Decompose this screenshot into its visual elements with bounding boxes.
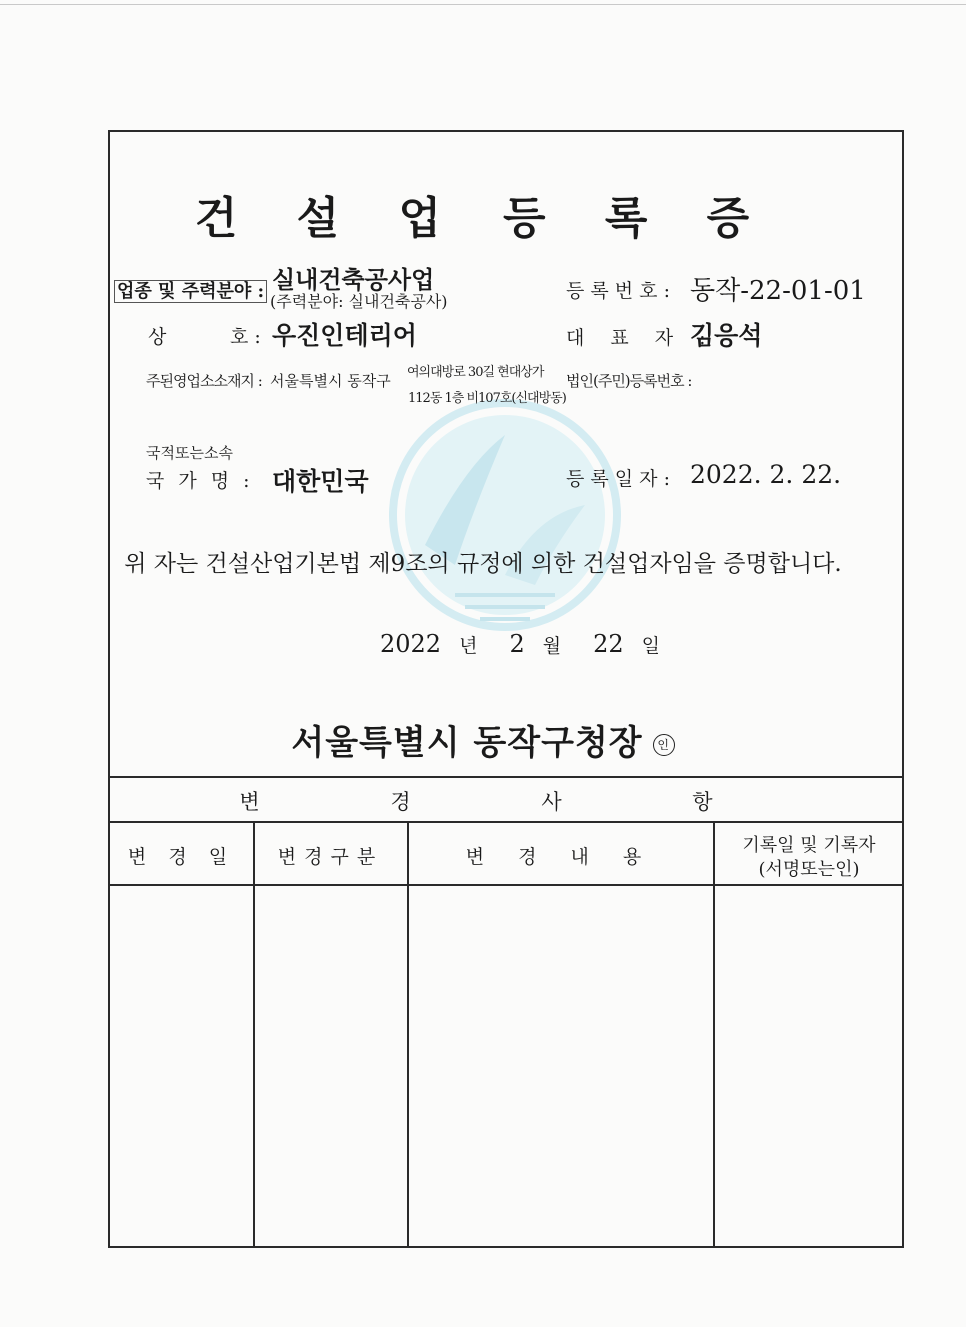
- company-label-1: 상: [148, 326, 167, 348]
- table-header-line: [110, 884, 904, 886]
- col-header-recorder-line1: 기록일 및 기록자: [742, 835, 876, 856]
- nationality-label-2: 국 가 명 :: [146, 470, 254, 492]
- col-header-recorder-line2: (서명또는인): [758, 859, 860, 880]
- year-unit: 년: [459, 635, 478, 657]
- seal-stamp-icon: 인: [653, 734, 675, 756]
- col-header-change-content: 변 경 내 용: [465, 846, 656, 868]
- col-header-recorder: [714, 834, 904, 882]
- table-col-divider-1: [253, 821, 255, 1248]
- issue-month: 2: [509, 630, 525, 658]
- table-col-divider-2: [407, 821, 409, 1248]
- issuer: [0, 715, 966, 764]
- nationality-value: 대한민국: [272, 467, 369, 496]
- business-type-value: 실내건축공사업: [272, 265, 435, 294]
- document-title: [0, 182, 966, 246]
- month-unit: 월: [542, 635, 562, 657]
- title-part-2: 등 록 증: [503, 193, 772, 244]
- address-value-1: 서울특별시 동작구: [270, 372, 391, 390]
- address-value-2: 여의대방로 30길 현대상가: [407, 365, 544, 380]
- reg-no-label: 등 록 번 호 :: [566, 280, 670, 302]
- reg-date-label: 등 록 일 자 :: [566, 468, 670, 490]
- col-header-change-date: 변 경 일: [127, 846, 236, 868]
- reg-date-value: 2022. 2. 22.: [690, 460, 842, 489]
- rep-label: 대 표 자 :: [566, 327, 716, 349]
- issue-day: 22: [593, 630, 624, 658]
- corp-no-label: 법인(주민)등록번호 :: [566, 372, 692, 390]
- issuer-name: 서울특별시 동작구청장: [291, 723, 643, 763]
- issue-year: 2022: [380, 630, 442, 658]
- col-header-change-type: 변경구분: [277, 846, 384, 868]
- title-part-1: 건 설 업: [194, 193, 463, 244]
- address-value-3: 112동 1층 비107호(신대방동): [408, 391, 566, 406]
- business-type-label: 업종 및 주력분야 :: [114, 277, 267, 303]
- rep-value: 김응석: [690, 321, 763, 350]
- issue-date: [380, 630, 660, 658]
- table-top-line: [110, 776, 904, 778]
- scan-top-line: [0, 4, 966, 5]
- changes-table-title: 변 경 사 항: [239, 790, 775, 814]
- certification-statement: 위 자는 건설산업기본법 제9조의 규정에 의한 건설업자임을 증명합니다.: [124, 551, 842, 577]
- nationality-label-1: 국적또는소속: [146, 444, 233, 462]
- day-unit: 일: [641, 635, 660, 657]
- table-title-line: [110, 821, 904, 823]
- address-label: 주된영업소소재지 :: [146, 372, 262, 390]
- table-col-divider-3: [713, 821, 715, 1248]
- company-value: 우진인테리어: [272, 321, 417, 350]
- business-type-sub: (주력분야: 실내건축공사): [270, 292, 448, 311]
- company-label-2: 호 :: [230, 326, 261, 348]
- reg-no-value: 동작-22-01-01: [690, 276, 866, 306]
